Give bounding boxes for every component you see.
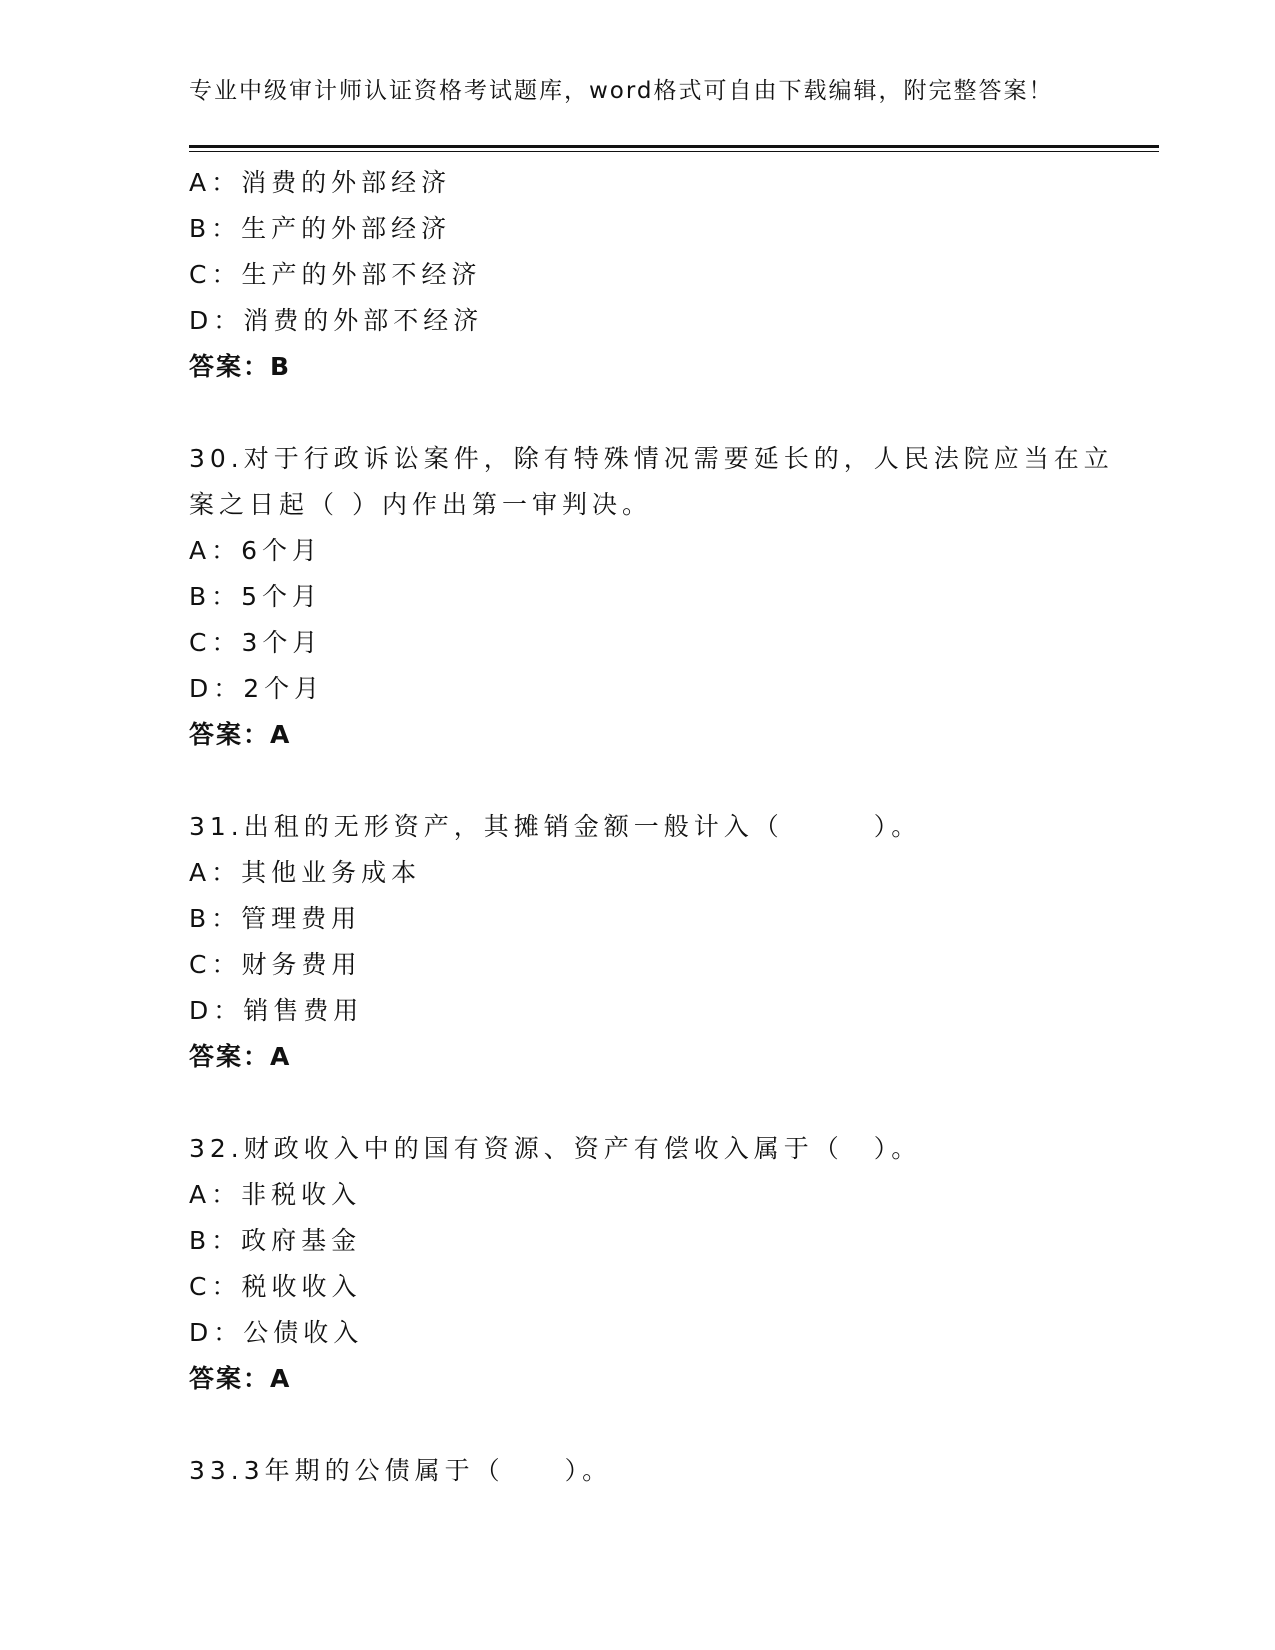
answer-line: 答案：B: [189, 352, 292, 381]
option-d: D：消费的外部不经济: [189, 306, 484, 335]
question-29-block: [189, 160, 1089, 390]
answer-line: 答案：A: [189, 1042, 292, 1071]
question-33-block: [189, 1448, 1089, 1494]
option-b: B：政府基金: [189, 1226, 362, 1255]
option-c: C：3个月: [189, 628, 323, 657]
spacer: [189, 1402, 1089, 1448]
question-list: [189, 160, 1114, 1494]
option-c: C：生产的外部不经济: [189, 260, 482, 289]
page-header-title: 专业中级审计师认证资格考试题库，word格式可自由下载编辑，附完整答案！: [189, 78, 1054, 104]
option-b: B：管理费用: [189, 904, 362, 933]
option-b: B：生产的外部经济: [189, 214, 452, 243]
header-divider-thin: [189, 151, 1159, 152]
option-a: A：非税收入: [189, 1180, 362, 1209]
option-c: C：财务费用: [189, 950, 362, 979]
question-stem: 31.出租的无形资产，其摊销金额一般计入（ ）。: [189, 812, 922, 841]
question-stem-continued: 案之日起（ ）内作出第一审判决。: [189, 490, 652, 519]
question-31-block: [189, 804, 1089, 1080]
question-stem: 32.财政收入中的国有资源、资产有偿收入属于（ ）。: [189, 1134, 922, 1163]
question-stem: 33.3年期的公债属于（ ）。: [189, 1456, 613, 1485]
option-b: B：5个月: [189, 582, 323, 611]
question-32-block: [189, 1126, 1089, 1402]
option-a: A：消费的外部经济: [189, 168, 452, 197]
option-a: A：6个月: [189, 536, 323, 565]
spacer: [189, 1080, 1089, 1126]
option-a: A：其他业务成本: [189, 858, 422, 887]
spacer: [189, 390, 1089, 436]
question-stem: 30.对于行政诉讼案件，除有特殊情况需要延长的，人民法院应当在立: [189, 444, 1114, 473]
spacer: [189, 758, 1089, 804]
answer-line: 答案：A: [189, 720, 292, 749]
option-d: D：公债收入: [189, 1318, 364, 1347]
option-d: D：2个月: [189, 674, 325, 703]
header-divider-thick: [189, 145, 1159, 148]
answer-line: 答案：A: [189, 1364, 292, 1393]
option-c: C：税收收入: [189, 1272, 362, 1301]
question-30-block: [189, 436, 1114, 758]
option-d: D：销售费用: [189, 996, 364, 1025]
